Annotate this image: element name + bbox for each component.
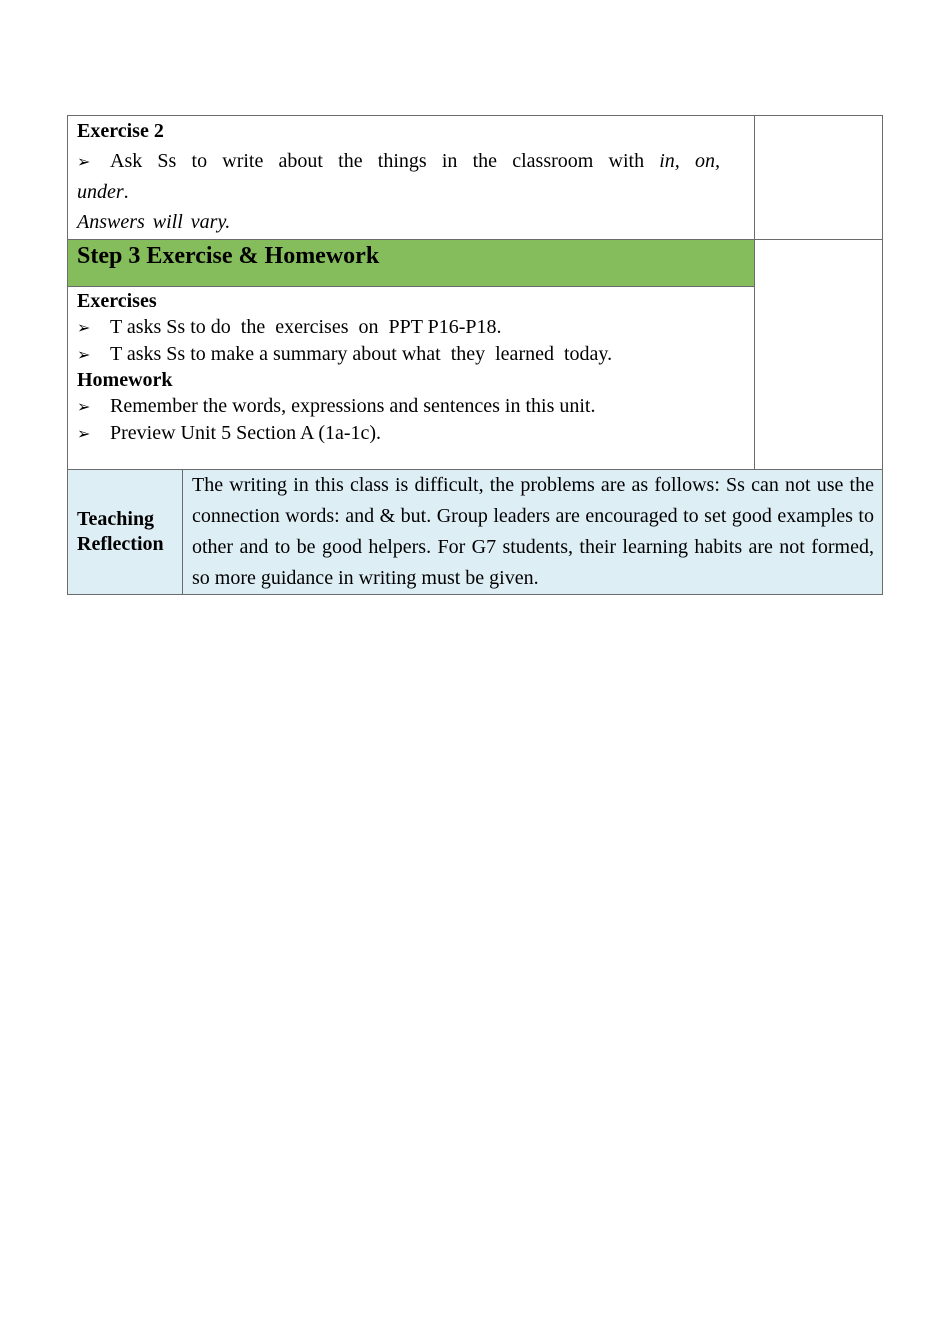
arrow-bullet-icon: ➢ bbox=[77, 318, 91, 337]
exercise-item-text: T asks Ss to do the exercises on PPT P16-P18. bbox=[110, 316, 502, 338]
arrow-bullet-icon: ➢ bbox=[77, 345, 91, 364]
exercise2-answer: Answers will vary. bbox=[77, 211, 231, 233]
list-item bbox=[77, 393, 745, 420]
exercise-homework-cell bbox=[68, 287, 755, 470]
step3-header-cell bbox=[68, 240, 755, 287]
list-item bbox=[77, 314, 745, 341]
side-note-cell bbox=[755, 116, 883, 240]
lesson-plan-table bbox=[67, 115, 883, 595]
exercise2-bullet-text: Ask Ss to write about the things in the classroom with bbox=[110, 150, 660, 172]
step3-title: Step 3 Exercise & Homework bbox=[77, 243, 380, 269]
exercise2-row bbox=[68, 116, 883, 240]
exercise2-cell bbox=[68, 116, 755, 240]
list-item bbox=[77, 420, 745, 447]
homework-heading: Homework bbox=[77, 369, 173, 391]
reflection-row bbox=[68, 470, 883, 595]
homework-item-text: Preview Unit 5 Section A (1a-1c). bbox=[110, 422, 382, 444]
exercise2-bullet-italic: in, on, under bbox=[77, 150, 720, 203]
step3-header-row bbox=[68, 240, 883, 287]
exercise-item-text: T asks Ss to make a summary about what they learned today. bbox=[110, 343, 613, 365]
step3-side-cell bbox=[755, 240, 883, 470]
reflection-label-line1: Teaching bbox=[77, 508, 155, 530]
exercises-heading: Exercises bbox=[77, 290, 157, 312]
arrow-bullet-icon: ➢ bbox=[77, 424, 91, 443]
arrow-bullet-icon: ➢ bbox=[77, 397, 91, 416]
reflection-label bbox=[68, 470, 183, 595]
list-item bbox=[77, 341, 745, 368]
exercise2-bullet bbox=[77, 146, 720, 207]
exercise2-bullet-end: . bbox=[123, 181, 129, 203]
arrow-bullet-icon: ➢ bbox=[77, 152, 91, 171]
exercise2-title: Exercise 2 bbox=[77, 120, 164, 142]
homework-item-text: Remember the words, expressions and sentences in this unit. bbox=[110, 395, 596, 417]
reflection-text: The writing in this class is difficult, the problems are as follows: Ss can not use the connection words: and & but. Group leaders are encouraged to set good examples to other and to be good helpers. For G7 students, their learning habits are not formed, so more guidance in writing must be given. bbox=[183, 470, 883, 595]
reflection-label-line2: Reflection bbox=[77, 533, 164, 555]
